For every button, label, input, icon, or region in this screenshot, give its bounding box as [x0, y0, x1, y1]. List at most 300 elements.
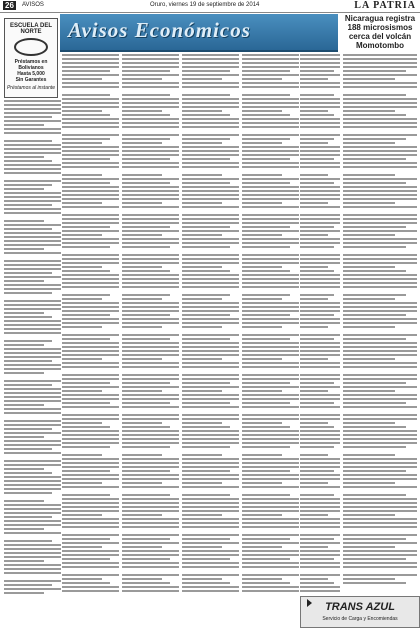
- text-line: [122, 326, 162, 328]
- text-line: [242, 182, 290, 184]
- text-line: [62, 138, 110, 140]
- text-line: [182, 462, 239, 464]
- text-line: [300, 342, 340, 344]
- text-line: [62, 546, 102, 548]
- text-line: [122, 414, 179, 416]
- text-line: [62, 230, 119, 232]
- text-line: [4, 540, 52, 542]
- text-line: [62, 214, 119, 216]
- text-line: [343, 110, 395, 112]
- text-line: [242, 394, 299, 396]
- text-line: [182, 134, 239, 136]
- text-line: [300, 462, 340, 464]
- text-line: [62, 134, 119, 136]
- text-line: [62, 186, 119, 188]
- text-line: [343, 82, 417, 84]
- text-line: [4, 320, 61, 322]
- text-line: [242, 242, 299, 244]
- text-line: [242, 62, 299, 64]
- text-line: [242, 534, 299, 536]
- text-line: [300, 422, 328, 424]
- text-line: [343, 558, 406, 560]
- text-line: [4, 584, 52, 586]
- text-line: [300, 146, 340, 148]
- text-line: [242, 282, 299, 284]
- text-line: [182, 118, 239, 120]
- text-line: [62, 266, 102, 268]
- text-line: [242, 542, 299, 544]
- text-line: [122, 390, 162, 392]
- text-line: [122, 546, 162, 548]
- text-line: [343, 114, 406, 116]
- text-line: [4, 432, 61, 434]
- text-line: [122, 166, 179, 168]
- text-line: [4, 388, 61, 390]
- text-line: [300, 318, 340, 320]
- text-line: [343, 202, 395, 204]
- text-line: [242, 286, 299, 288]
- text-line: [62, 206, 119, 208]
- text-line: [4, 396, 61, 398]
- ad-line: Sin Garantes: [15, 77, 47, 83]
- text-line: [182, 574, 239, 576]
- text-line: [62, 502, 119, 504]
- text-line: [242, 66, 299, 68]
- text-line: [62, 386, 119, 388]
- text-line: [122, 54, 179, 56]
- text-line: [4, 492, 52, 494]
- text-line: [62, 558, 110, 560]
- text-line: [300, 258, 340, 260]
- text-line: [62, 222, 119, 224]
- text-line: [182, 354, 239, 356]
- text-line: [300, 174, 328, 176]
- text-line: [62, 274, 119, 276]
- text-line: [62, 458, 119, 460]
- text-line: [62, 314, 110, 316]
- text-line: [300, 122, 340, 124]
- text-line: [300, 542, 340, 544]
- text-line: [182, 226, 230, 228]
- text-line: [343, 218, 417, 220]
- text-line: [242, 478, 299, 480]
- text-line: [300, 270, 334, 272]
- text-line: [300, 338, 334, 340]
- text-line: [122, 446, 170, 448]
- text-line: [300, 222, 340, 224]
- text-line: [4, 504, 61, 506]
- text-line: [62, 298, 102, 300]
- text-line: [343, 566, 417, 568]
- text-line: [343, 442, 417, 444]
- text-line: [182, 538, 230, 540]
- text-line: [182, 182, 230, 184]
- text-line: [300, 390, 328, 392]
- text-line: [343, 358, 395, 360]
- text-line: [242, 470, 290, 472]
- text-line: [343, 286, 417, 288]
- text-line: [182, 142, 222, 144]
- text-line: [62, 190, 119, 192]
- text-line: [343, 422, 395, 424]
- text-line: [182, 366, 239, 368]
- text-line: [62, 346, 119, 348]
- text-line: [62, 402, 110, 404]
- text-line: [182, 206, 239, 208]
- text-line: [343, 166, 417, 168]
- text-line: [182, 242, 239, 244]
- text-line: [182, 466, 239, 468]
- text-line: [4, 592, 44, 594]
- text-line: [300, 430, 340, 432]
- text-line: [4, 304, 61, 306]
- text-line: [122, 522, 179, 524]
- text-line: [4, 508, 61, 510]
- text-line: [4, 424, 61, 426]
- text-line: [4, 468, 44, 470]
- text-line: [182, 434, 239, 436]
- text-line: [4, 348, 61, 350]
- text-line: [242, 262, 299, 264]
- text-line: [62, 78, 102, 80]
- text-line: [182, 386, 239, 388]
- text-line: [242, 494, 290, 496]
- text-line: [62, 66, 119, 68]
- text-line: [242, 166, 299, 168]
- text-line: [300, 246, 334, 248]
- text-line: [182, 266, 222, 268]
- text-line: [300, 522, 340, 524]
- text-line: [343, 386, 417, 388]
- text-line: [62, 350, 119, 352]
- text-line: [62, 86, 119, 88]
- text-line: [343, 350, 417, 352]
- text-line: [4, 284, 61, 286]
- text-line: [122, 350, 179, 352]
- text-line: [242, 82, 299, 84]
- text-line: [62, 574, 119, 576]
- text-line: [182, 222, 239, 224]
- text-line: [343, 322, 417, 324]
- text-line: [4, 328, 61, 330]
- text-line: [182, 302, 239, 304]
- text-line: [62, 474, 119, 476]
- text-line: [182, 218, 239, 220]
- text-line: [300, 506, 340, 508]
- text-line: [242, 574, 299, 576]
- text-line: [182, 310, 239, 312]
- text-line: [343, 582, 406, 584]
- text-line: [122, 238, 179, 240]
- text-line: [4, 412, 61, 414]
- text-line: [62, 166, 119, 168]
- text-line: [62, 254, 119, 256]
- text-line: [242, 550, 299, 552]
- text-line: [122, 398, 179, 400]
- text-line: [122, 122, 179, 124]
- text-line: [300, 494, 334, 496]
- text-line: [300, 514, 328, 516]
- text-line: [62, 590, 119, 592]
- text-line: [122, 222, 179, 224]
- text-line: [122, 302, 179, 304]
- text-line: [242, 118, 299, 120]
- text-line: [4, 288, 61, 290]
- text-line: [343, 342, 417, 344]
- text-line: [122, 434, 179, 436]
- text-line: [300, 158, 334, 160]
- text-line: [343, 498, 417, 500]
- text-line: [62, 542, 119, 544]
- text-line: [182, 158, 230, 160]
- text-line: [300, 510, 340, 512]
- text-line: [62, 510, 119, 512]
- text-line: [182, 110, 222, 112]
- classifieds-banner: [60, 14, 338, 52]
- text-line: [122, 162, 179, 164]
- ad-heading: ESCUELA DEL NORTE: [9, 23, 53, 35]
- text-line: [242, 270, 290, 272]
- text-line: [242, 422, 282, 424]
- text-line: [62, 362, 119, 364]
- text-line: [182, 282, 239, 284]
- text-line: [300, 586, 340, 588]
- text-line: [4, 484, 61, 486]
- text-line: [182, 246, 230, 248]
- text-line: [4, 408, 61, 410]
- text-line: [182, 390, 222, 392]
- text-line: [62, 462, 119, 464]
- text-line: [62, 326, 102, 328]
- text-line: [182, 446, 230, 448]
- text-line: [62, 586, 119, 588]
- text-line: [122, 426, 170, 428]
- text-line: [300, 470, 334, 472]
- text-line: [122, 82, 179, 84]
- text-line: [242, 158, 290, 160]
- text-line: [122, 298, 162, 300]
- text-line: [182, 482, 222, 484]
- text-line: [300, 482, 328, 484]
- text-line: [242, 322, 299, 324]
- text-line: [4, 268, 61, 270]
- text-line: [343, 162, 417, 164]
- text-line: [182, 374, 239, 376]
- text-line: [343, 254, 417, 256]
- text-line: [242, 54, 299, 56]
- text-line: [122, 510, 179, 512]
- text-line: [242, 362, 299, 364]
- text-line: [62, 426, 110, 428]
- text-line: [182, 270, 230, 272]
- text-line: [182, 394, 239, 396]
- text-line: [182, 326, 222, 328]
- text-line: [182, 346, 239, 348]
- text-line: [4, 300, 61, 302]
- text-line: [343, 150, 417, 152]
- text-line: [343, 238, 417, 240]
- text-line: [62, 218, 119, 220]
- text-line: [242, 58, 299, 60]
- text-line: [242, 562, 299, 564]
- text-line: [122, 234, 162, 236]
- text-line: [122, 362, 179, 364]
- text-line: [242, 346, 299, 348]
- text-line: [242, 306, 299, 308]
- text-line: [300, 334, 340, 336]
- text-line: [300, 538, 334, 540]
- text-line: [300, 526, 340, 528]
- text-line: [4, 380, 61, 382]
- text-line: [242, 218, 299, 220]
- text-line: [182, 322, 239, 324]
- text-line: [343, 362, 417, 364]
- text-line: [122, 462, 179, 464]
- text-line: [4, 100, 61, 102]
- text-line: [4, 228, 52, 230]
- text-line: [343, 66, 417, 68]
- text-line: [300, 346, 340, 348]
- transport-advertisement: [300, 596, 420, 628]
- text-line: [62, 114, 110, 116]
- text-line: [62, 562, 119, 564]
- classified-column: [62, 54, 119, 594]
- text-line: [300, 194, 340, 196]
- page-header: [0, 0, 420, 13]
- text-line: [343, 366, 417, 368]
- text-line: [122, 134, 179, 136]
- text-line: [242, 206, 299, 208]
- text-line: [4, 148, 61, 150]
- text-line: [182, 262, 239, 264]
- text-line: [182, 82, 239, 84]
- text-line: [343, 302, 417, 304]
- text-line: [300, 274, 340, 276]
- text-line: [242, 586, 299, 588]
- text-line: [300, 234, 328, 236]
- text-line: [300, 198, 340, 200]
- text-line: [242, 538, 290, 540]
- text-line: [300, 66, 340, 68]
- text-line: [300, 306, 340, 308]
- text-line: [182, 422, 222, 424]
- text-line: [343, 178, 417, 180]
- text-line: [122, 274, 179, 276]
- text-line: [343, 258, 417, 260]
- text-line: [343, 190, 417, 192]
- text-line: [122, 230, 179, 232]
- text-line: [62, 430, 119, 432]
- text-line: [242, 462, 299, 464]
- text-line: [242, 142, 282, 144]
- text-line: [242, 514, 282, 516]
- text-line: [343, 506, 417, 508]
- text-line: [242, 502, 299, 504]
- text-line: [122, 126, 179, 128]
- text-line: [122, 254, 179, 256]
- text-line: [4, 544, 61, 546]
- text-line: [242, 590, 299, 592]
- text-line: [62, 378, 119, 380]
- text-line: [343, 134, 417, 136]
- text-line: [4, 552, 61, 554]
- text-line: [122, 402, 170, 404]
- text-line: [242, 110, 282, 112]
- text-line: [62, 358, 102, 360]
- text-line: [242, 554, 299, 556]
- text-line: [62, 154, 119, 156]
- text-line: [4, 160, 52, 162]
- text-line: [4, 212, 61, 214]
- text-line: [182, 298, 222, 300]
- text-line: [242, 102, 299, 104]
- text-line: [4, 104, 61, 106]
- text-line: [4, 480, 61, 482]
- text-line: [122, 534, 179, 536]
- text-line: [242, 78, 282, 80]
- text-line: [182, 194, 239, 196]
- text-line: [62, 414, 119, 416]
- text-line: [122, 538, 170, 540]
- text-line: [300, 154, 340, 156]
- text-line: [182, 514, 222, 516]
- text-line: [62, 526, 119, 528]
- text-line: [300, 150, 340, 152]
- text-line: [182, 526, 239, 528]
- text-line: [4, 272, 52, 274]
- text-line: [4, 280, 44, 282]
- text-line: [242, 458, 299, 460]
- text-line: [343, 354, 417, 356]
- text-line: [62, 382, 110, 384]
- text-line: [122, 282, 179, 284]
- text-line: [300, 186, 340, 188]
- text-line: [122, 406, 179, 408]
- text-line: [242, 226, 290, 228]
- text-line: [242, 374, 299, 376]
- text-line: [300, 262, 340, 264]
- text-line: [343, 426, 406, 428]
- text-line: [300, 358, 328, 360]
- text-line: [122, 286, 179, 288]
- text-line: [343, 402, 406, 404]
- text-line: [242, 522, 299, 524]
- text-line: [343, 262, 417, 264]
- text-line: [182, 154, 239, 156]
- text-line: [4, 572, 61, 574]
- text-line: [122, 270, 170, 272]
- text-line: [343, 74, 417, 76]
- text-line: [122, 190, 179, 192]
- text-line: [122, 334, 179, 336]
- text-line: [4, 192, 61, 194]
- text-line: [62, 342, 119, 344]
- text-line: [122, 226, 170, 228]
- text-line: [4, 420, 61, 422]
- text-line: [4, 564, 61, 566]
- text-line: [122, 174, 162, 176]
- text-line: [62, 54, 119, 56]
- text-line: [300, 398, 340, 400]
- text-line: [242, 510, 299, 512]
- text-line: [343, 294, 406, 296]
- text-line: [182, 162, 239, 164]
- text-line: [343, 382, 406, 384]
- text-line: [343, 538, 406, 540]
- text-line: [242, 334, 299, 336]
- text-line: [122, 194, 179, 196]
- text-line: [242, 390, 282, 392]
